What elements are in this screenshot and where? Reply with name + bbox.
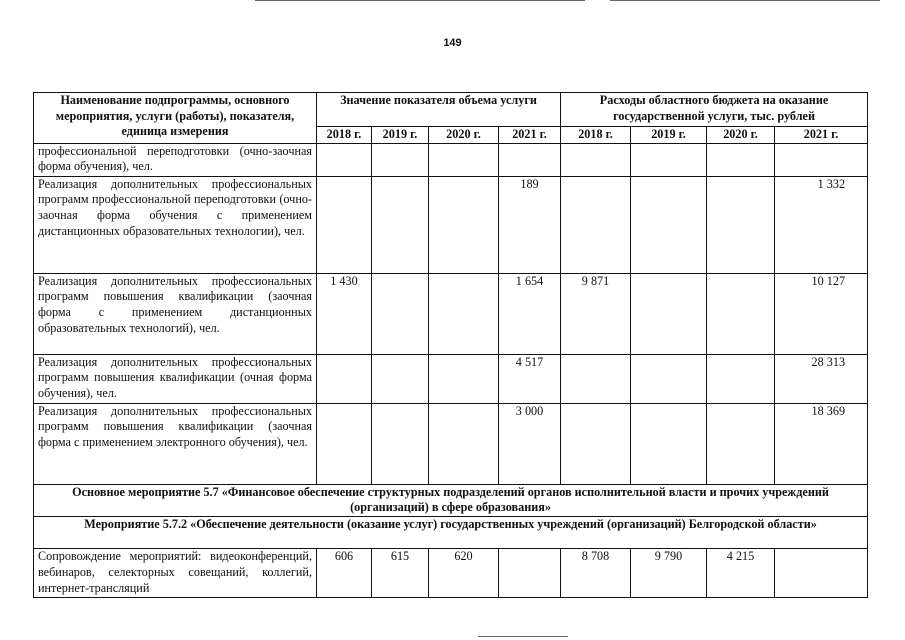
cell-value: 4 215 (707, 549, 775, 598)
row-name: профессиональной переподготовки (очно-заочная форма обучения), чел. (34, 143, 317, 176)
cell-value (775, 549, 868, 598)
year-header: 2019 г. (372, 127, 429, 144)
header-volume-column: Значение показателя объема услуги (317, 93, 561, 127)
cell-value (707, 273, 775, 354)
cell-value (631, 354, 707, 403)
cell-value (561, 403, 631, 484)
table-row (34, 403, 868, 484)
cell-value (561, 143, 631, 176)
cell-value (429, 273, 499, 354)
cell-value: 4 517 (499, 354, 561, 403)
row-name: Сопровождение мероприятий: видеоконференций, вебинаров, селекторных совещаний, коллегий, интернет-трансляций (34, 549, 317, 598)
header-budget-column: Расходы областного бюджета на оказание государственной услуги, тыс. рублей (561, 93, 868, 127)
cell-value: 9 790 (631, 549, 707, 598)
cell-value: 9 871 (561, 273, 631, 354)
cell-value (707, 354, 775, 403)
cell-value (707, 143, 775, 176)
header-name-column: Наименование подпрограммы, основного мероприятия, услуги (работы), показателя, единица измерения (34, 93, 317, 144)
year-header: 2018 г. (317, 127, 372, 144)
year-header: 2018 г. (561, 127, 631, 144)
cell-value (429, 176, 499, 273)
cell-value: 3 000 (499, 403, 561, 484)
page-number: 149 (443, 37, 462, 49)
cell-value (317, 176, 372, 273)
cell-value (775, 143, 868, 176)
cell-value: 606 (317, 549, 372, 598)
bottom-border-line (478, 636, 568, 637)
row-name: Реализация дополнительных профессиональных программ профессиональной переподготовки (очно-заочная форма обучения с применением дистанционных образовательных технологии), чел. (34, 176, 317, 273)
cell-value: 1 332 (775, 176, 868, 273)
year-header: 2020 г. (707, 127, 775, 144)
cell-value (631, 143, 707, 176)
table-row (34, 549, 868, 598)
row-name: Реализация дополнительных профессиональных программ повышения квалификации (заочная форма с применением электронного обучения), чел. (34, 403, 317, 484)
cell-value (372, 143, 429, 176)
year-header: 2021 г. (499, 127, 561, 144)
table-row (34, 273, 868, 354)
row-name: Реализация дополнительных профессиональных программ повышения квалификации (очная форма обучения), чел. (34, 354, 317, 403)
cell-value: 18 369 (775, 403, 868, 484)
cell-value (372, 354, 429, 403)
cell-value (561, 176, 631, 273)
cell-value: 615 (372, 549, 429, 598)
cell-value (429, 354, 499, 403)
row-name: Реализация дополнительных профессиональных программ повышения квалификации (заочная форма с применением дистанционных образовательных технологий), чел. (34, 273, 317, 354)
year-header: 2019 г. (631, 127, 707, 144)
cell-value (372, 273, 429, 354)
cell-value (707, 403, 775, 484)
cell-value (631, 403, 707, 484)
cell-value: 1 654 (499, 273, 561, 354)
table-row (34, 354, 868, 403)
cell-value: 10 127 (775, 273, 868, 354)
top-border-line (610, 0, 880, 1)
year-header: 2021 г. (775, 127, 868, 144)
cell-value (499, 143, 561, 176)
cell-value (631, 176, 707, 273)
cell-value (429, 143, 499, 176)
cell-value (631, 273, 707, 354)
section-row (34, 517, 868, 549)
table-row (34, 143, 868, 176)
cell-value (372, 176, 429, 273)
cell-value (499, 549, 561, 598)
cell-value: 620 (429, 549, 499, 598)
table-row (34, 176, 868, 273)
cell-value (561, 354, 631, 403)
cell-value (372, 403, 429, 484)
section-row (34, 484, 868, 516)
cell-value: 1 430 (317, 273, 372, 354)
cell-value (317, 403, 372, 484)
cell-value: 8 708 (561, 549, 631, 598)
top-border-line (255, 0, 585, 1)
year-header: 2020 г. (429, 127, 499, 144)
cell-value (707, 176, 775, 273)
section-title: Основное мероприятие 5.7 «Финансовое обеспечение структурных подразделений органов исполнительной власти и прочих учреждений (организаций) в сфере образования» (34, 484, 868, 516)
cell-value (429, 403, 499, 484)
cell-value: 28 313 (775, 354, 868, 403)
budget-table (33, 92, 868, 598)
cell-value (317, 143, 372, 176)
section-title: Мероприятие 5.7.2 «Обеспечение деятельности (оказание услуг) государственных учреждений (организаций) Белгородской области» (34, 517, 868, 549)
cell-value: 189 (499, 176, 561, 273)
cell-value (317, 354, 372, 403)
